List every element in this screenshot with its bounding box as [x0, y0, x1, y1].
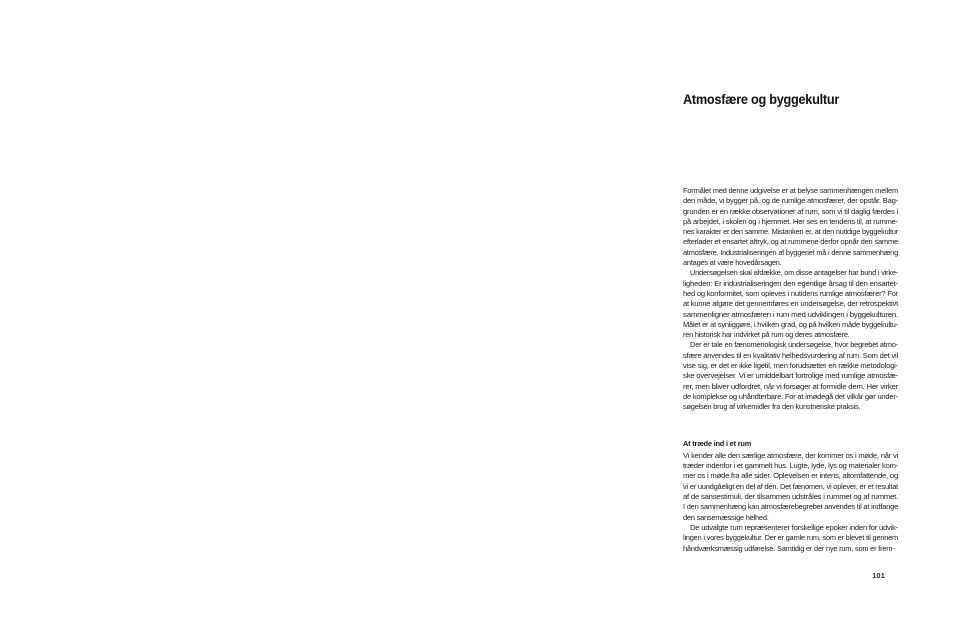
body-text-line: søgelsen brug af virkemidler fra den kunstneriske praksis. — [683, 402, 861, 412]
body-text-line: ligheden: Er industrialiseringen den egentlige årsag til den ensartet- — [683, 278, 898, 288]
body-text-line: I den sammenhæng kan atmosfærebegrebet anvendes til at indfange — [683, 502, 898, 512]
body-text-line: den måde, vi bygger på, og de rumlige atmosfærer, der opstår. Bag- — [683, 196, 898, 206]
section-subheading: At træde ind i et rum — [683, 438, 752, 448]
body-text-line: ren historisk har indvirket på rum og deres atmosfære. — [683, 330, 850, 340]
page-number: 101 — [872, 571, 885, 580]
body-text-line: at kunne afgøre det gennemføres en undersøgelse, der retrospektivt — [683, 299, 898, 309]
body-text-line: atmosfære. Industrialiseringen af byggeriet må i denne sammenhæng — [683, 247, 898, 257]
body-text-line: de komplekse og uhåndterbare. For at imødegå det vilkår gør under- — [683, 391, 898, 401]
body-text-line: vi er uundgåeligt en del af den. Det fænomen, vi oplever, er et resultat — [683, 481, 898, 491]
body-text-line: Der er tale en fænomenologisk undersøgelse, hvor begrebet atmo- — [690, 340, 898, 350]
body-text-line: vise sig, er det er ikke ligetil, men forudsætter en række metodologi- — [683, 361, 898, 371]
right-page-text-column — [683, 0, 898, 618]
body-text-line: rer, men bliver udfordret, når vi forsøger at formidle dem. Her virker — [683, 381, 898, 391]
body-text-line: Undersøgelsen skal afdække, om disse antagelser har bund i virke- — [690, 268, 898, 278]
body-text-line: den sansemæssige helhed. — [683, 512, 769, 522]
body-text-line: håndværksmæssig udførelse. Samtidig er der nye rum, som er frem- — [683, 543, 895, 553]
body-text-line: grunden er en række observationer af rum, som vi til daglig færdes i — [683, 206, 898, 216]
body-text-line: ske overvejelser. Vi er umiddelbart fortrolige med rumlige atmosfæ- — [683, 371, 898, 381]
body-text-line: antages at være hovedårsagen. — [683, 258, 782, 268]
body-text-line: træder indenfor i et gammelt hus. Lugte, lyde, lys og materialer kom- — [683, 461, 898, 471]
body-text-line: lingen i vores byggekultur. Der er gamle rum, som er blevet til gennem — [683, 533, 898, 543]
body-text-line: Vi kender alle den særlige atmosfære, der kommer os i møde, når vi — [683, 450, 898, 460]
page-title: Atmosfære og byggekultur — [683, 92, 839, 107]
body-text-line: Formålet med denne udgivelse er at belyse sammenhængen mellem — [683, 186, 898, 195]
body-text — [683, 186, 898, 554]
body-text-line: af de sansestimuli, der tilsammen udstråles i rummet og af rummet. — [683, 492, 898, 502]
body-text-line: på arbejdet, i skolen og i hjemmet. Her ses en tendens til, at rumme- — [683, 216, 898, 226]
body-text-line: De udvalgte rum repræsenterer forskellige epoker inden for udvik- — [690, 522, 898, 532]
body-text-line: Målet er at synliggøre, i hvilken grad, og på hvilken måde byggekultu- — [683, 319, 898, 329]
body-text-line: sfære anvendes til en kvalitativ helhedsvurdering af rum. Som det vil — [683, 350, 898, 360]
body-text-line: nes karakter er den samme. Mistanken er, at den nutidige byggekultur — [683, 227, 898, 237]
body-text-line: hed og konformitet, som opleves i nutidens rumlige atmosfærer? For — [683, 288, 898, 298]
body-text-line: sammenligner atmosfæren i rum med udviklingen i byggekulturen. — [683, 309, 898, 319]
body-text-line: mer os i møde fra alle sider. Oplevelsen er intens, altomfattende, og — [683, 471, 898, 481]
body-text-line: efterlader et ensartet aftryk, og at rummene derfor opnår den samme — [683, 237, 898, 247]
